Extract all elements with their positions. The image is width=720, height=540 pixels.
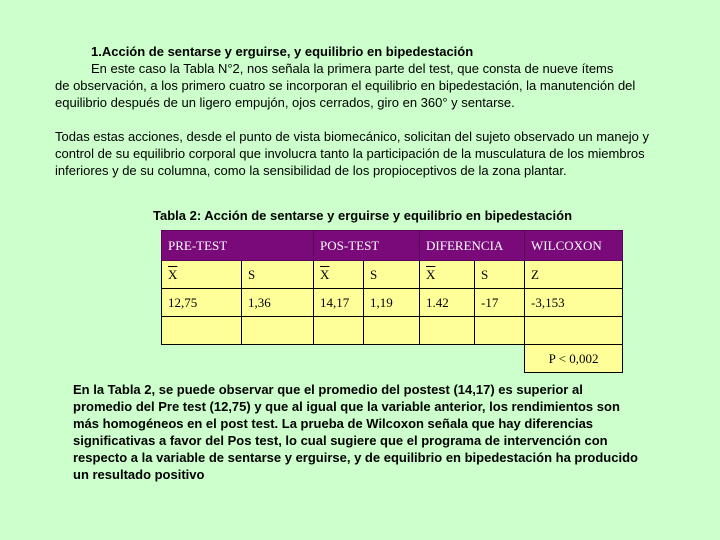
table-subheader-row xyxy=(162,261,623,289)
section-1-rest: de observación, a los primero cuatro se incorporan el equilibrio en bipedestación, la manutención del equilibrio después de un ligero empujón, ojos cerrados, giro en 360° y sentarse. xyxy=(55,78,636,110)
sub-z: Z xyxy=(525,261,623,289)
sub-x-dif: $\overline{X}$ xyxy=(420,261,475,289)
p-value: P < 0,002 xyxy=(525,345,623,373)
header-wilcoxon: WILCOXON xyxy=(525,231,623,261)
value-s-dif: -17 xyxy=(475,289,525,317)
table-row xyxy=(162,289,623,317)
section-1 xyxy=(55,43,665,111)
empty-cell xyxy=(314,317,364,345)
table-caption: Tabla 2: Acción de sentarse y erguirse y equilibrio en bipedestación xyxy=(153,208,573,223)
results-table xyxy=(161,230,623,373)
empty-cell xyxy=(242,317,314,345)
section-2-paragraph: Todas estas acciones, desde el punto de vista biomecánico, solicitan del sujeto observado un manejo y control de su equilibrio corporal que involucra tanto la participación de la musculatura de los miembros inferiores y de su columna, como la sensibilidad de los propioceptivos de la zona plantar. xyxy=(55,129,650,178)
section-heading: 1.Acción de sentarse y erguirse, y equilibrio en bipedestación xyxy=(91,44,474,59)
header-pre-test: PRE-TEST xyxy=(162,231,314,261)
value-x-dif: 1.42 xyxy=(420,289,475,317)
header-diferencia: DIFERENCIA xyxy=(420,231,525,261)
empty-cell xyxy=(162,317,242,345)
value-s-pos: 1,19 xyxy=(364,289,420,317)
empty-cell xyxy=(525,317,623,345)
section-3-paragraph: En la Tabla 2, se puede observar que el promedio del postest (14,17) es superior al promedio del Pre test (12,75) y que al igual que la variable anterior, los rendimientos son más homogéneos en el post test. La prueba de Wilcoxon señala que hay diferencias significativas a favor del Pos test, lo cual sugiere que el programa de intervención con respecto a la variable de sentarse y erguirse, y de equilibrio en bipedestación ha producido un resultado positivo xyxy=(73,382,638,482)
sub-s-pos: S xyxy=(364,261,420,289)
value-x-pre: 12,75 xyxy=(162,289,242,317)
blank-area xyxy=(162,345,525,373)
empty-cell xyxy=(475,317,525,345)
table-pvalue-row xyxy=(162,345,623,373)
value-z: -3,153 xyxy=(525,289,623,317)
empty-cell xyxy=(364,317,420,345)
value-x-pos: 14,17 xyxy=(314,289,364,317)
value-s-pre: 1,36 xyxy=(242,289,314,317)
sub-s-dif: S xyxy=(475,261,525,289)
sub-x-pre: $\overline{X}$ xyxy=(162,261,242,289)
table-header-row xyxy=(162,231,623,261)
sub-x-pos: $\overline{X}$ xyxy=(314,261,364,289)
header-pos-test: POS-TEST xyxy=(314,231,420,261)
table-row xyxy=(162,317,623,345)
section-1-first-line: En este caso la Tabla N°2, nos señala la primera parte del test, que consta de nueve ítems xyxy=(91,61,614,76)
sub-s-pre: S xyxy=(242,261,314,289)
empty-cell xyxy=(420,317,475,345)
